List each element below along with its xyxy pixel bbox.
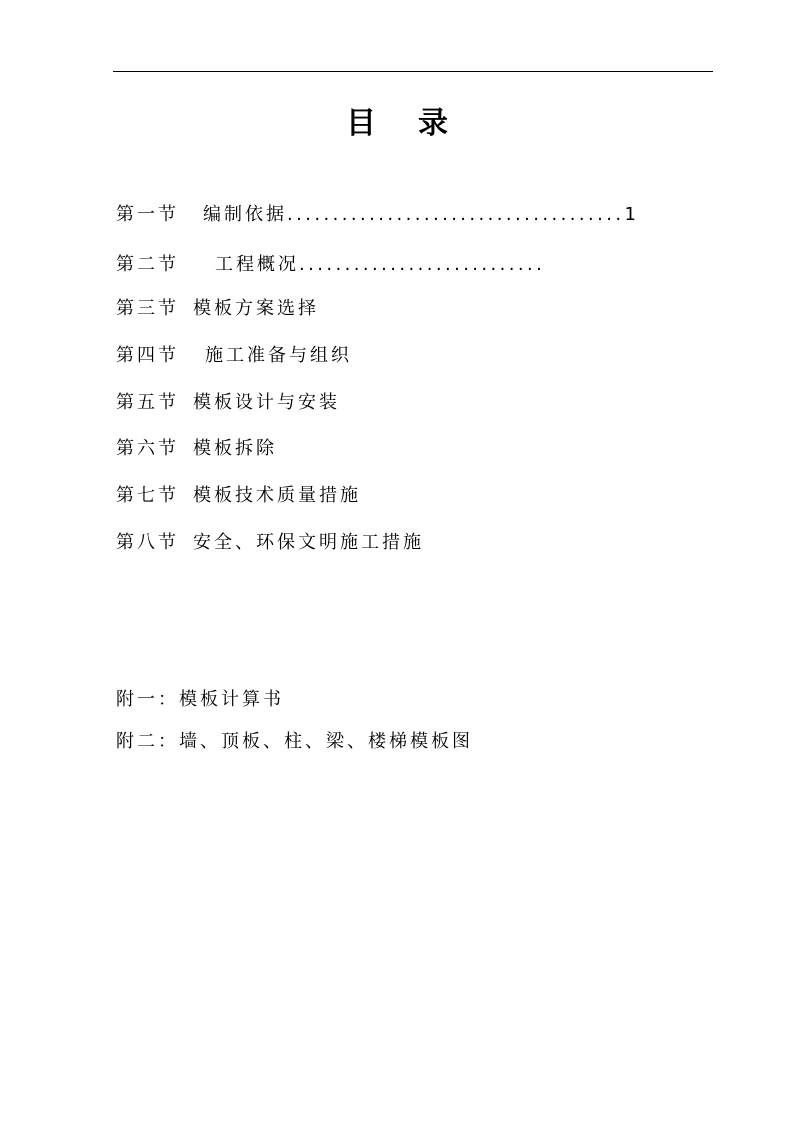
toc-entry-2[interactable] (116, 250, 545, 276)
toc-section-title: 模板方案选择 (193, 298, 319, 319)
page-title (0, 98, 794, 142)
toc-section-number: 第四节 (116, 345, 179, 366)
toc-leader-dots: ........................... (299, 254, 546, 275)
toc-section-number: 第二节 (116, 254, 179, 275)
toc-section-title: 安全、环保文明施工措施 (193, 532, 424, 553)
toc-entry-8[interactable] (116, 528, 424, 554)
header-rule (113, 71, 713, 72)
appendix-2[interactable]: 附二：墙、顶板、柱、梁、楼梯模板图 (116, 731, 473, 752)
toc-section-title: 施工准备与组织 (205, 345, 352, 366)
toc-section-number: 第八节 (116, 532, 179, 553)
toc-section-title: 编制依据 (203, 204, 287, 225)
toc-section-number: 第七节 (116, 485, 179, 506)
toc-section-title: 工程概况 (215, 254, 299, 275)
appendix-1[interactable]: 附一：模板计算书 (116, 689, 284, 710)
title-char-2: 录 (418, 106, 448, 141)
toc-entry-6[interactable] (116, 434, 277, 460)
toc-entry-7[interactable] (116, 481, 361, 507)
title-char-1: 目 (346, 106, 376, 141)
toc-page-number: 1 (624, 204, 636, 225)
toc-section-title: 模板技术质量措施 (193, 485, 361, 506)
toc-section-number: 第五节 (116, 392, 179, 413)
toc-section-number: 第三节 (116, 298, 179, 319)
toc-entry-1[interactable] (116, 200, 636, 226)
toc-entry-4[interactable] (116, 341, 352, 367)
toc-section-number: 第一节 (116, 204, 179, 225)
toc-entry-5[interactable] (116, 388, 340, 414)
toc-entry-3[interactable] (116, 294, 319, 320)
toc-section-number: 第六节 (116, 438, 179, 459)
toc-section-title: 模板设计与安装 (193, 392, 340, 413)
toc-section-title: 模板拆除 (193, 438, 277, 459)
toc-leader-dots: ..................................... (287, 204, 625, 225)
